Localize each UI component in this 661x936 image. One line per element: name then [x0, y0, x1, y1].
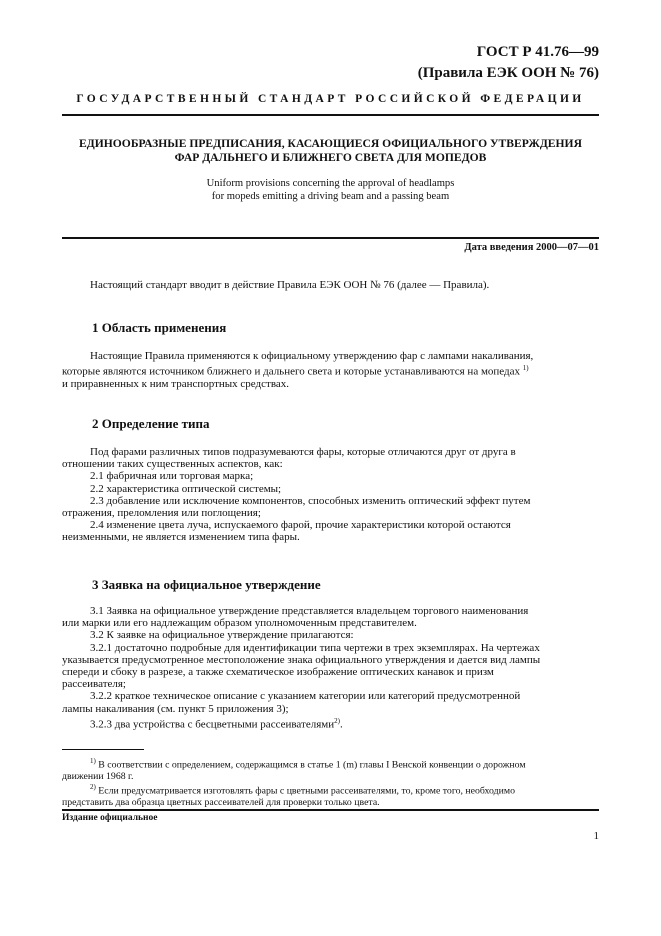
- page-number: 1: [593, 830, 599, 842]
- footnote-ref-2: 2): [334, 716, 340, 725]
- item-2-4-line2: неизменными, не является изменением типа фары.: [62, 531, 300, 544]
- document-title: [62, 137, 599, 165]
- footnotes: [62, 756, 599, 809]
- item-3-2: 3.2 К заявке на официальное утверждение прилагаются:: [90, 629, 354, 642]
- rule-reference: (Правила ЕЭК ООН № 76): [417, 65, 599, 81]
- item-3-1-line2: или марки или его надлежащим образом уполномоченным представителем.: [62, 617, 417, 630]
- section-2-heading: 2 Определение типа: [92, 416, 210, 431]
- section-1-text: [62, 350, 599, 390]
- standard-code: ГОСТ Р 41.76—99: [476, 44, 599, 60]
- section-2-text: [62, 446, 599, 544]
- item-3-2-1-line2: указывается предусмотренное местоположение знака официального утверждения и дается вид лампы: [62, 653, 541, 666]
- item-2-1: 2.1 фабричная или торговая марка;: [90, 470, 254, 483]
- section-1-line3: и приравненных к ним транспортных средствах.: [62, 378, 290, 391]
- footnote-2-line2: представить два образца цветных рассеивателей для проверки только цвета.: [62, 797, 380, 809]
- footnote-1-line2: движении 1968 г.: [62, 770, 134, 782]
- section-2-p1-line2: отношении таких существенных аспектов, как:: [62, 458, 283, 471]
- section-1-line2: которые являются источником ближнего и дальнего света и которые устанавливаются на мопедах: [62, 365, 521, 378]
- section-3-text: [62, 605, 599, 731]
- section-3-heading: 3 Заявка на официальное утверждение: [92, 577, 321, 592]
- item-3-2-1-line3: спереди и сбоку в разрезе, а также схематическое изображение оптических канавок и призм: [62, 666, 494, 679]
- footnote-2-mark: 2): [90, 783, 96, 792]
- section-2-p1-line1: Под фарами различных типов подразумеваются фары, которые отличаются друг от друга в: [90, 446, 516, 458]
- title-divider: [62, 237, 599, 239]
- footer-divider: [62, 809, 599, 811]
- footnote-ref-1: 1): [522, 364, 529, 373]
- english-title: [62, 177, 599, 203]
- intro-paragraph: Настоящий стандарт вводит в действие Правила ЕЭК ООН № 76 (далее — Правила).: [90, 279, 490, 291]
- footnote-1: [62, 756, 599, 771]
- title-ru-line1: ЕДИНООБРАЗНЫЕ ПРЕДПИСАНИЯ, КАСАЮЩИЕСЯ ОФИЦИАЛЬНОГО УТВЕРЖДЕНИЯ: [79, 137, 582, 150]
- item-3-2-1-line4: рассеивателя;: [62, 678, 126, 691]
- item-3-1-line1: 3.1 Заявка на официальное утверждение представляется владельцем торгового наименования: [90, 605, 529, 617]
- state-standard-banner: ГОСУДАРСТВЕННЫЙ СТАНДАРТ РОССИЙСКОЙ ФЕДЕРАЦИИ: [76, 93, 585, 105]
- header-divider: [62, 114, 599, 116]
- item-2-3-line2: отражения, преломления или поглощения;: [62, 507, 261, 520]
- official-edition-label: Издание официальное: [62, 813, 158, 823]
- introduction-date: Дата введения 2000—07—01: [464, 242, 599, 253]
- footnote-1-mark: 1): [90, 757, 96, 765]
- item-3-2-2-line1: 3.2.2 краткое техническое описание с указанием категории или категорий предусмотренной: [90, 690, 521, 703]
- footnote-1-line1: В соответствии с определением, содержащимся в статье 1 (m) главы I Венской конвенции о дорожном: [98, 759, 526, 771]
- item-2-4-line1: 2.4 изменение цвета луча, испускаемого фарой, прочие характеристики которой остаются: [90, 519, 511, 532]
- section-1-line1: Настоящие Правила применяются к официальному утверждению фар с лампами накаливания,: [90, 350, 534, 362]
- item-3-2-1-line1: 3.2.1 достаточно подробные для идентификации типа чертежи в трех экземплярах. На чертежах: [90, 641, 540, 654]
- item-3-2-3-end: .: [339, 718, 343, 731]
- item-3-2-3: 3.2.3 два устройства с бесцветными рассеивателями: [90, 718, 335, 731]
- item-3-2-2-line2: лампы накаливания (см. пункт 5 приложения 3);: [62, 702, 289, 715]
- item-2-2: 2.2 характеристика оптической системы;: [90, 482, 282, 495]
- title-en-line1: Uniform provisions concerning the approval of headlamps: [206, 178, 455, 189]
- footnote-2: [62, 782, 599, 797]
- title-en-line2: for mopeds emitting a driving beam and a passing beam: [211, 191, 450, 202]
- footnote-2-line1: Если предусматривается изготовлять фары с цветными рассеивателями, то, кроме того, необходимо: [98, 785, 515, 797]
- item-2-3-line1: 2.3 добавление или исключение компонентов, способных изменить оптический эффект путем: [90, 494, 531, 507]
- footnote-separator: [62, 749, 144, 750]
- section-1-heading: 1 Область применения: [92, 320, 227, 335]
- title-ru-line2: ФАР ДАЛЬНЕГО И БЛИЖНЕГО СВЕТА ДЛЯ МОПЕДОВ: [174, 151, 487, 164]
